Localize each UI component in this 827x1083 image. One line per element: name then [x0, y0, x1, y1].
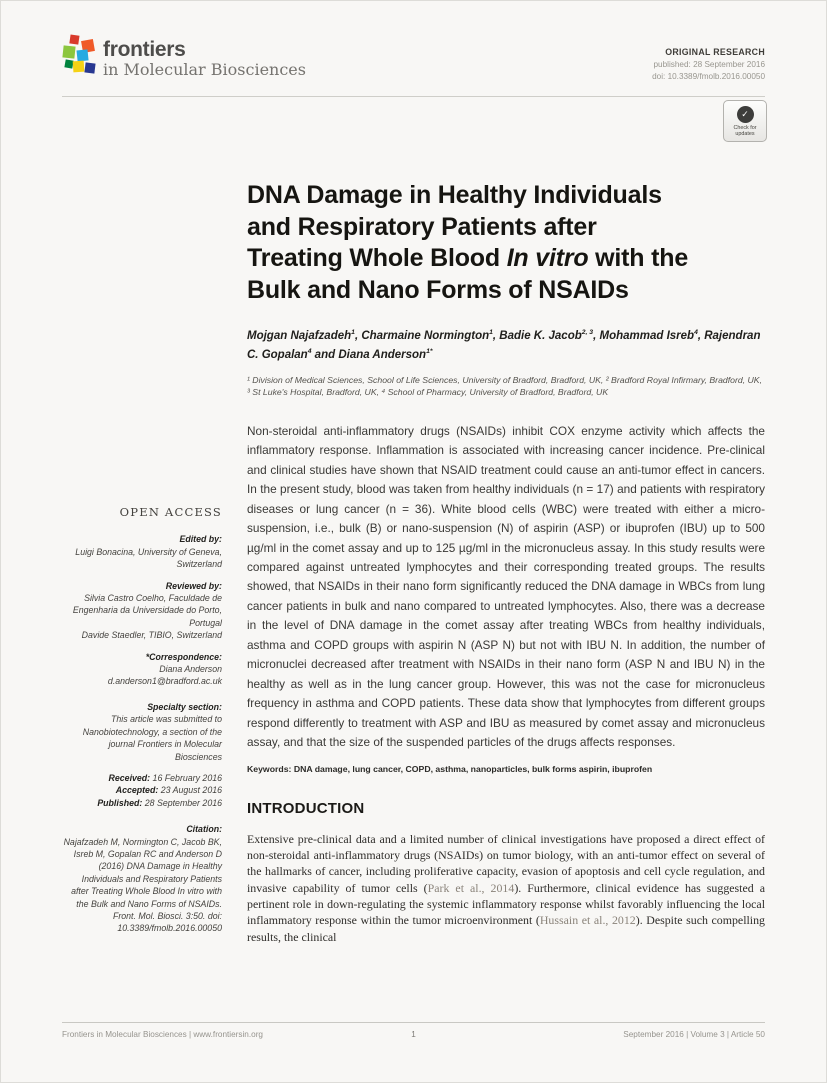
brand-word: frontiers — [103, 38, 186, 61]
reviewer-item: Davide Staedler, TIBIO, Switzerland — [81, 630, 222, 641]
footer-issue-info: September 2016 | Volume 3 | Article 50 — [623, 1030, 765, 1039]
published-value: 28 September 2016 — [142, 797, 222, 808]
edited-by-block — [62, 533, 222, 570]
specialty-section-block — [62, 701, 222, 763]
received-value: 16 February 2016 — [150, 772, 222, 783]
author-name: Mohammad Isreb — [599, 329, 695, 342]
specialty-section-label: Specialty section: — [147, 701, 222, 712]
citation-link[interactable]: Hussain et al., 2012 — [539, 913, 636, 928]
correspondence-email-link[interactable]: d.anderson1@bradford.ac.uk — [107, 676, 222, 687]
brand-subtitle: in Molecular Biosciences — [103, 60, 306, 79]
footer-journal-link[interactable]: Frontiers in Molecular Biosciences | www.frontiersin.org — [62, 1030, 263, 1039]
reviewer-item: Silvia Castro Coelho, Faculdade de Engenharia da Universidade do Porto, Portugal — [72, 593, 222, 628]
frontiers-logo-icon — [60, 34, 98, 82]
main-column — [247, 180, 765, 945]
dates-block — [62, 772, 222, 809]
citation-text: Najafzadeh M, Normington C, Jacob BK, Isreb M, Gopalan RC and Anderson D (2016) DNA Damage in Healthy Individuals and Respiratory Patients after Treating Whole Blood In vitro with the Bulk and Nano Forms of NSAIDs. Front. Mol. Biosci. 3:50. doi: 10.3389/fmolb.2016.00050 — [63, 836, 222, 934]
reviewed-by-block — [62, 580, 222, 642]
edited-by-label: Edited by: — [179, 534, 222, 545]
correspondence-block — [62, 651, 222, 688]
published-date: published: 28 September 2016 — [653, 59, 765, 69]
journal-brand — [60, 34, 306, 82]
author-superscript: 1* — [426, 348, 433, 356]
published-row — [62, 797, 222, 809]
author-name: Diana Anderson — [338, 349, 427, 362]
doi-link[interactable]: doi: 10.3389/fmolb.2016.00050 — [652, 72, 765, 81]
article-title — [247, 180, 765, 306]
open-access-label: OPEN ACCESS — [119, 505, 222, 519]
published-label: Published: — [97, 797, 143, 808]
specialty-section-text: This article was submitted to Nanobiotechnology, a section of the journal Frontiers in Molecular Biosciences — [82, 714, 222, 762]
accepted-value: 23 August 2016 — [158, 785, 222, 796]
citation-block — [62, 823, 222, 935]
title-line: DNA Damage in Healthy Individuals — [247, 181, 662, 209]
author-superscript: 2, 3 — [581, 329, 594, 336]
page-footer — [62, 1022, 765, 1039]
title-line: and Respiratory Patients after — [247, 212, 597, 241]
citation-label: Citation: — [186, 824, 222, 835]
author-superscript: 1 — [351, 329, 355, 336]
affiliations-text: ¹ Division of Medical Sciences, School of Life Sciences, University of Bradford, Bradford, UK, ² Bradford Royal Infirmary, Bradford, UK, ³ St Luke's Hospital, Bradford, UK, ⁴ School of Pharmacy, University of Bradford, Bradford, UK — [247, 374, 763, 398]
title-line: Treating Whole Blood In vitro with the — [247, 244, 689, 272]
citation-link[interactable]: Park et al., 2014 — [427, 880, 515, 895]
authors-line: Mojgan Najafzadeh$^1$, Charmaine Normington$^1$, Badie K. Jacob$^{2, 3}$, Mohammad Isreb$^4$, Rajendran C. Gopalan$^4$ and Diana Anderson$^{1*}$ — [247, 329, 761, 362]
received-row — [62, 772, 222, 784]
journal-name — [103, 40, 306, 79]
edited-by-value: Luigi Bonacina, University of Geneva, Switzerland — [75, 546, 222, 570]
introduction-paragraph: Extensive pre-clinical data and a limited number of clinical investigations have proposed a direct effect of non-steroidal anti-inflammatory drugs (NSAIDs) on tumor biology, with an anti-tumor effect on several of the hallmarks of cancer, including proliferative capacity, evasion of apoptosis and cell cycle regulation, and invasive capability of tumor cells (Park et al., 2014). Furthermore, clinical evidence has suggested a pertinent role in down-regulating the systemic inflammatory response whilst favorably influencing the local inflammatory response within the tumor microenvironment (Hussain et al., 2012). Despite such compelling results, the clinical — [247, 831, 765, 944]
author-superscript: 1 — [489, 329, 493, 336]
crossmark-icon: ✓ — [737, 106, 754, 123]
accepted-row — [62, 784, 222, 796]
abstract-text: Non-steroidal anti-inflammatory drugs (NSAIDs) inhibit COX enzyme activity which affects the inflammatory response. Inflammation is associated with increasing cancer incidence. Pre-clinical and clinical studies have shown that NSAID treatment could cause an anti-tumor effect in cancers. In the present study, blood was taken from healthy individuals (n = 17) and patients with respiratory diseases or lung cancer (n = 36). White blood cells (WBC) were treated with either a micro-suspension, i.e., bulk (B) or nano-suspension (N) of aspirin (ASP) or ibuprofen (IBU) up to 500 µg/ml in the comet assay and up to 125 µg/ml in the micronucleus assay. In this study results were compared against untreated lymphocytes and their corresponding treated groups. The results showed, that NSAIDs in their nano form significantly reduced the DNA damage in WBCs from lung cancer patients in bulk and nano compared to untreated lymphocytes. Also, there was a decrease in the level of DNA damage in the comet assay after treating WBCs from healthy individuals, asthma and COPD groups with aspirin N (ASP N) but not with IBU N. In addition, the number of micronuclei decreased after treatment with NSAIDs in their nano form (ASP N and IBU N) in the healthy as well as in the lung cancer group. However, this was not the case for micronucleus frequency in asthma and COPD patients. These data show that lymphocytes from different groups respond differently to treatment with ASP and IBU as measured by comet assay and micronucleus assay, and that the size of the suspended particles of the drugs affects responses. — [247, 423, 765, 750]
keywords-line: Keywords: DNA damage, lung cancer, COPD, asthma, nanoparticles, bulk forms aspirin, ibuprofen — [247, 763, 653, 774]
author-superscript: 4 — [307, 348, 312, 356]
accepted-label: Accepted: — [115, 785, 159, 796]
article-type-label: ORIGINAL RESEARCH — [665, 47, 765, 57]
author-name: Charmaine Normington — [361, 329, 490, 342]
author-superscript: 4 — [694, 329, 698, 336]
footer-page-number: 1 — [411, 1030, 416, 1039]
received-label: Received: — [108, 772, 151, 783]
article-meta-sidebar — [62, 506, 222, 944]
introduction-heading: INTRODUCTION — [247, 799, 365, 817]
title-line: Bulk and Nano Forms of NSAIDs — [247, 275, 629, 304]
author-name: Rajendran C. Gopalan — [247, 329, 761, 362]
header-meta — [652, 46, 765, 84]
correspondence-name: Diana Anderson — [159, 664, 222, 675]
check-for-updates-button[interactable] — [723, 100, 767, 142]
check-updates-label: Check for updates — [733, 124, 757, 137]
author-name: Badie K. Jacob — [499, 329, 582, 342]
correspondence-label: *Correspondence: — [145, 651, 222, 662]
author-name: Mojgan Najafzadeh — [247, 329, 352, 342]
header-divider — [62, 96, 765, 97]
reviewed-by-label: Reviewed by: — [165, 580, 222, 591]
